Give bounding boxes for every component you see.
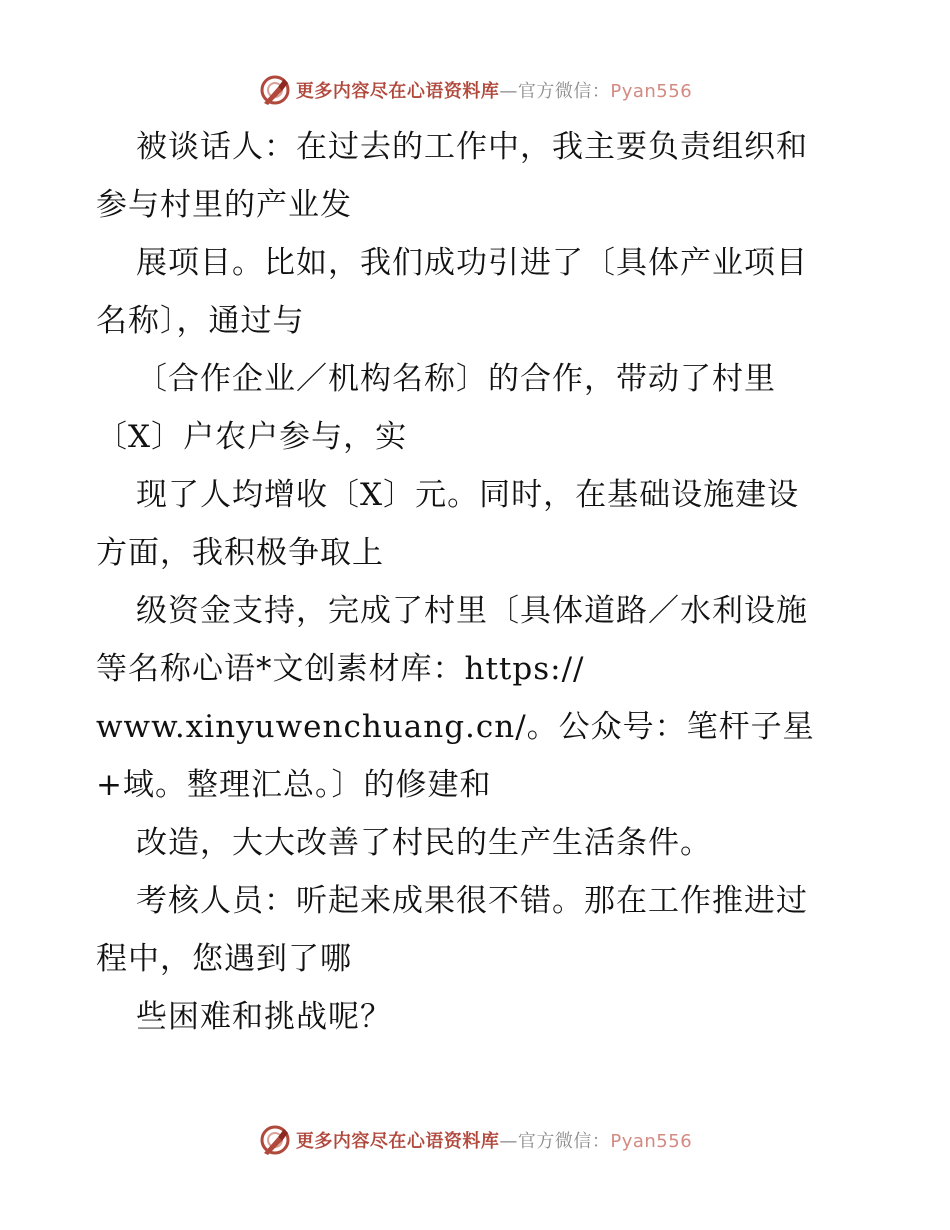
footer-site-name: 更多内容尽在心语资料库 <box>295 1131 500 1152</box>
text-line: 名称〕，通过与 <box>96 303 305 339</box>
header-banner-text <box>296 77 692 103</box>
footer-banner[interactable] <box>0 1120 950 1160</box>
text-line: www.xinyuwenchuang.cn/。公众号：笔杆子星 <box>96 709 815 745</box>
text-line: 级资金支持，完成了村里〔具体道路／水利设施 <box>136 593 808 629</box>
text-line: 参与村里的产业发 <box>96 187 352 223</box>
text-line: 些困难和挑战呢？ <box>136 999 392 1035</box>
header-wechat-label: 官方微信： <box>517 81 611 102</box>
text-line: 〔X〕户农户参与，实 <box>96 419 408 455</box>
header-banner[interactable] <box>0 70 950 110</box>
text-line: 方面，我积极争取上 <box>96 535 384 571</box>
text-line: 现了人均增收〔X〕元。同时，在基础设施建设 <box>136 477 800 513</box>
text-line: 等名称心语*文创素材库：https:// <box>96 651 585 687</box>
footer-dash: — <box>499 1131 518 1152</box>
header-dash: — <box>499 81 518 102</box>
footer-wechat-handle: Pyan556 <box>610 1131 693 1152</box>
header-wechat-handle: Pyan556 <box>610 81 693 102</box>
footer-banner-text <box>296 1127 692 1153</box>
text-line: 被谈话人：在过去的工作中，我主要负责组织和 <box>136 129 808 165</box>
text-line: 程中，您遇到了哪 <box>96 941 352 977</box>
text-line: 改造，大大改善了村民的生产生活条件。 <box>136 825 712 861</box>
text-line: 〔合作企业／机构名称〕的合作，带动了村里 <box>136 361 776 397</box>
text-line: 考核人员：听起来成果很不错。那在工作推进过 <box>136 883 808 919</box>
body-text <box>96 118 876 1046</box>
header-site-name: 更多内容尽在心语资料库 <box>295 81 500 102</box>
pen-logo-icon <box>258 1123 292 1157</box>
text-line: 展项目。比如，我们成功引进了〔具体产业项目 <box>136 245 808 281</box>
footer-wechat-label: 官方微信： <box>517 1131 611 1152</box>
text-line: +域。整理汇总。〕的修建和 <box>96 767 492 803</box>
pen-logo-icon <box>258 73 292 107</box>
